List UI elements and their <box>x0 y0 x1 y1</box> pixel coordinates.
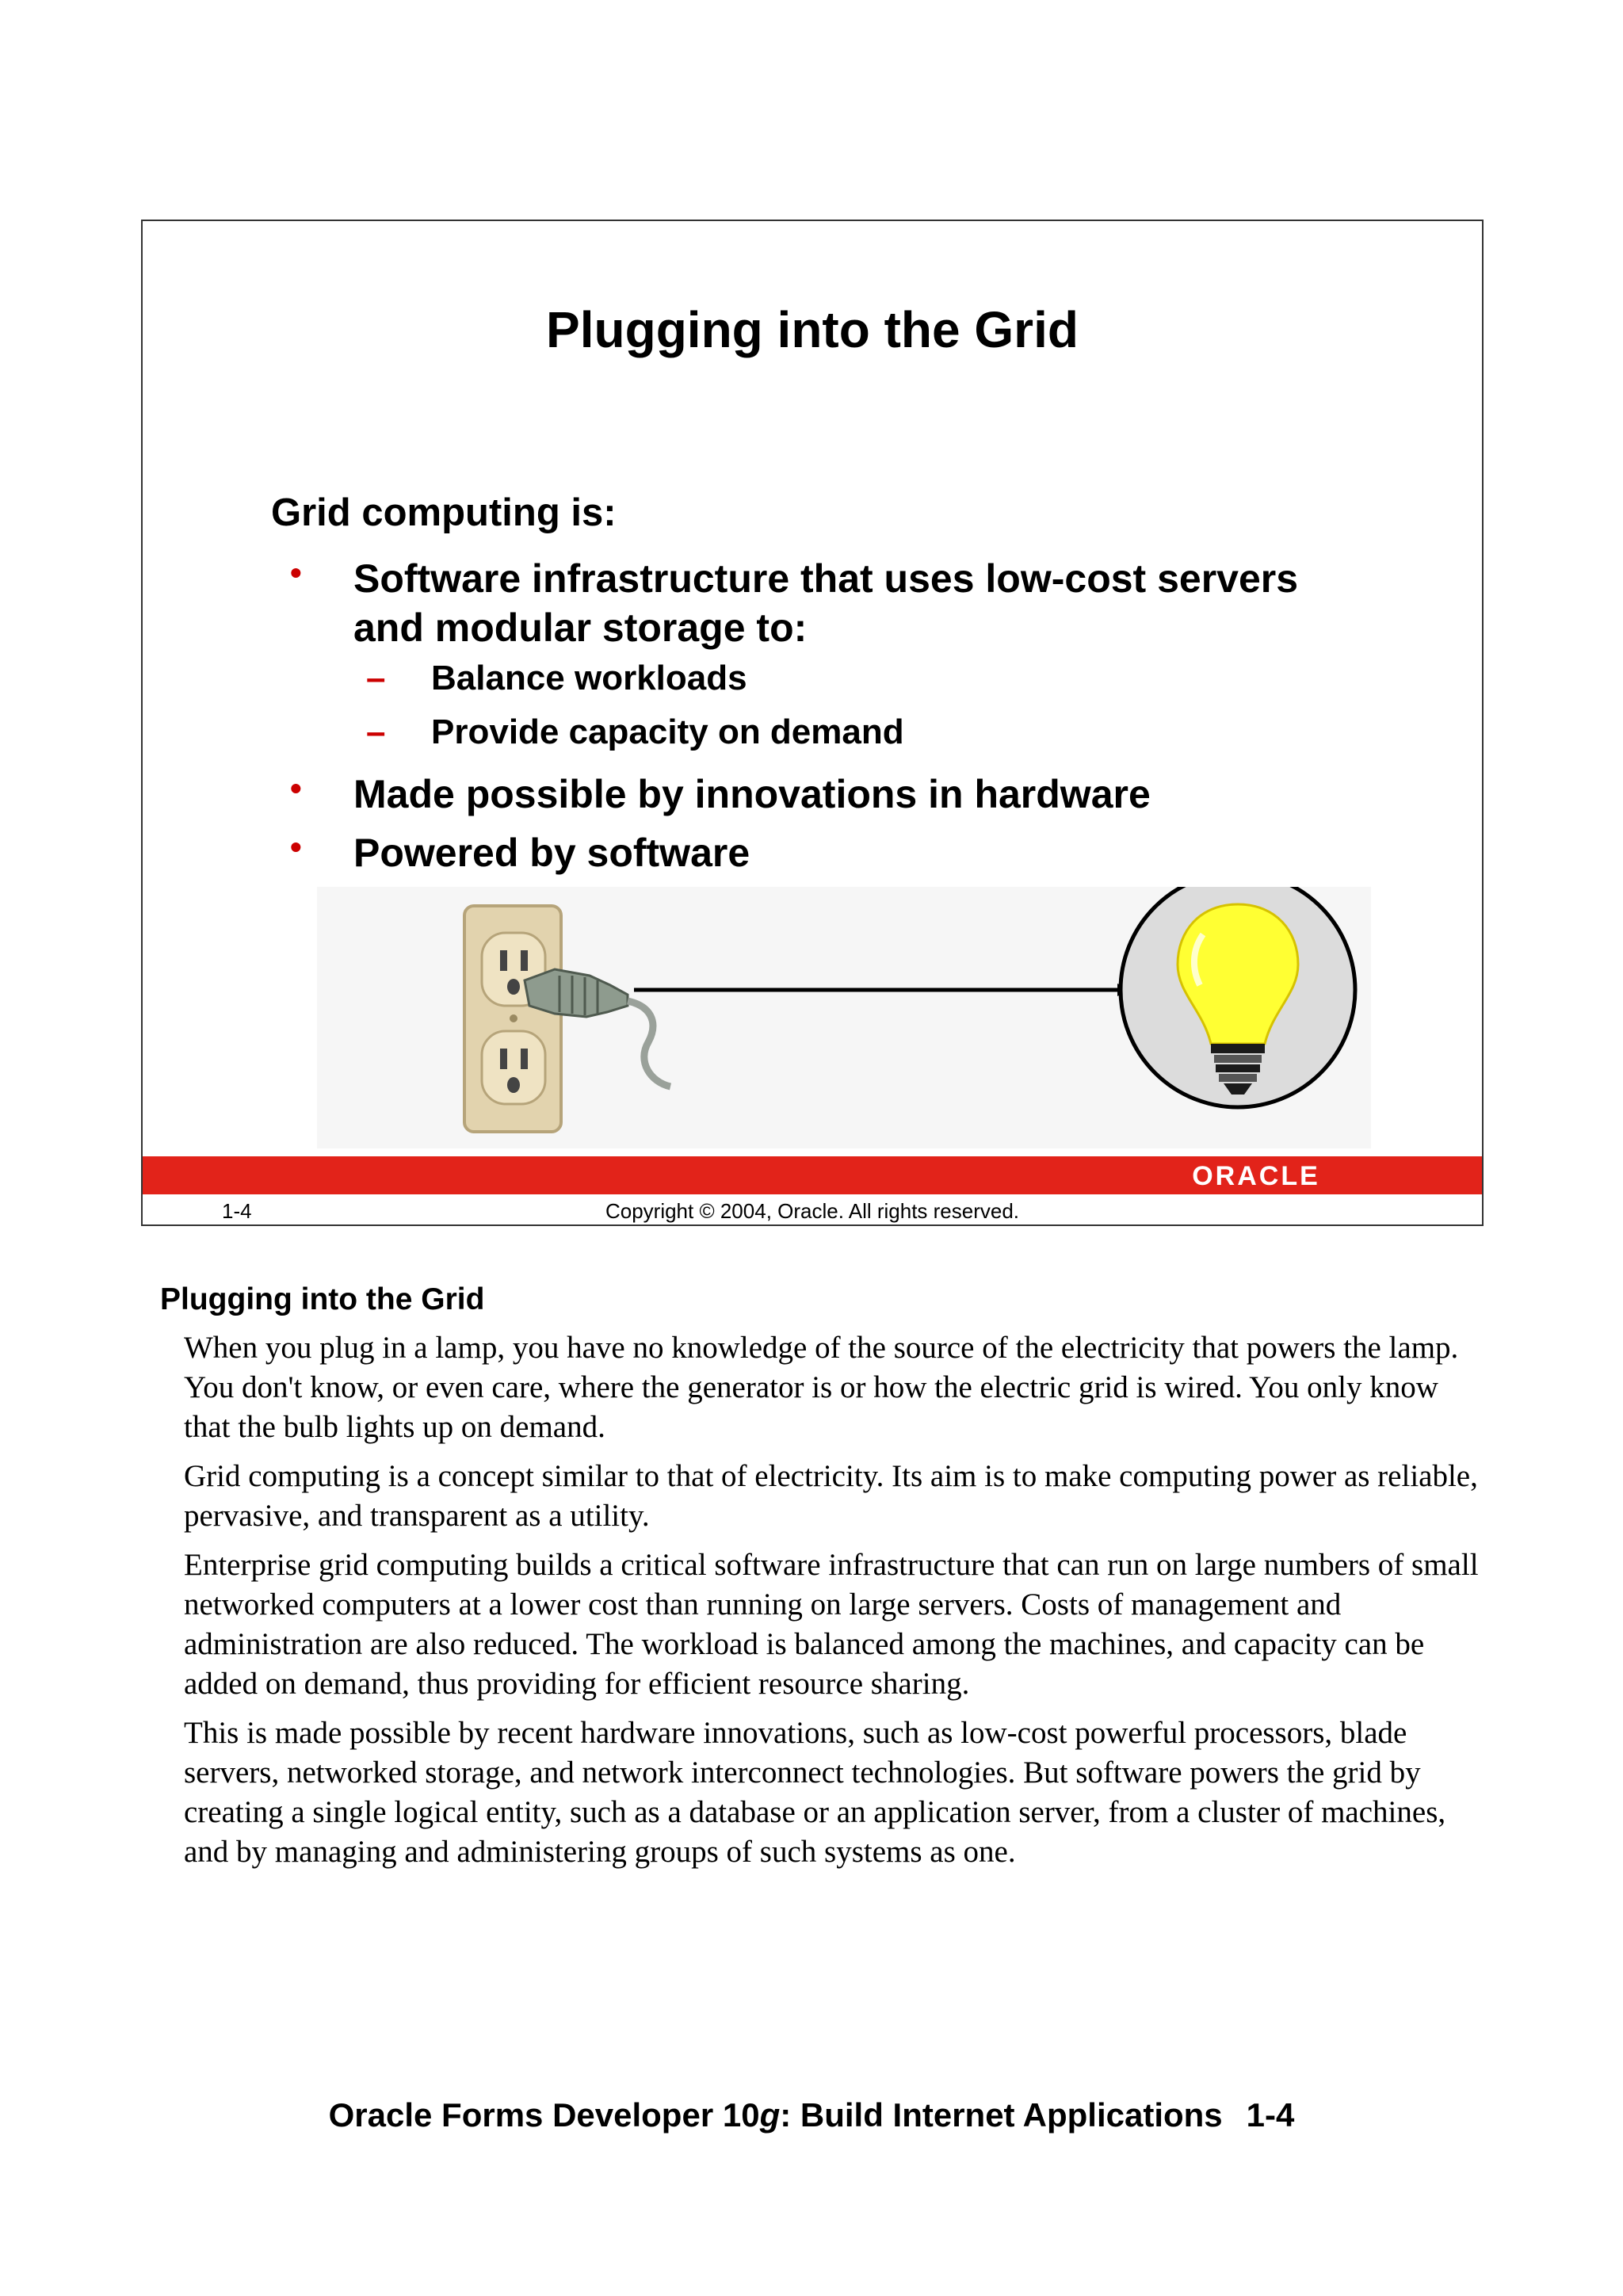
notes-title: Plugging into the Grid <box>160 1282 485 1316</box>
slide-title: Plugging into the Grid <box>546 301 1079 358</box>
notes-paragraph: When you plug in a lamp, you have no knowledge of the source of the electricity that powers the lamp. You don't know, or even care, where the generator is or how the electric grid is wired. You only know that the bulb lights up on demand. <box>184 1331 1459 1444</box>
bullet-text: Software infrastructure that uses low-cost servers and modular storage to: <box>353 556 1299 650</box>
footer-course-title: Oracle Forms Developer 10g: Build Internet Applications <box>328 2096 1223 2134</box>
notes-paragraph: Enterprise grid computing builds a critical software infrastructure that can run on large numbers of small networked computers at a lower cost than running on large servers. Costs of management and administration are also reduced. The workload is balanced among the machines, and capacity can be added on demand, thus providing for efficient resource sharing. <box>184 1548 1479 1701</box>
footer-page-number: 1-4 <box>1246 2096 1295 2134</box>
slide-number: 1-4 <box>222 1199 252 1223</box>
wall-outlet-icon <box>464 906 561 1132</box>
plug-to-bulb-illustration <box>317 887 1371 1148</box>
slide <box>141 220 1484 1226</box>
notes-paragraph: Grid computing is a concept similar to that of electricity. Its aim is to make computing power as reliable, pervasive, and transparent as a utility. <box>184 1459 1478 1533</box>
bullet-text: Made possible by innovations in hardware <box>353 772 1151 816</box>
dash-mark: – <box>366 659 386 697</box>
dash-mark: – <box>366 712 386 751</box>
svg-text:ORACLE: ORACLE <box>1192 1161 1320 1191</box>
bullet-mark: • <box>290 828 302 865</box>
slide-intro: Grid computing is: <box>271 491 617 534</box>
bullet-mark: • <box>290 770 302 807</box>
notes-body <box>184 1328 1484 1881</box>
sub-bullet-text: Balance workloads <box>431 659 747 697</box>
bullet-text: Powered by software <box>353 831 750 875</box>
oracle-logo <box>1173 1158 1339 1193</box>
sub-bullet-text: Provide capacity on demand <box>431 712 904 751</box>
light-bulb-icon <box>1121 887 1355 1107</box>
notes-paragraph: This is made possible by recent hardware innovations, such as low-cost powerful processors, blade servers, networked storage, and network interconnect technologies. But software powers the grid by creating a single logical entity, such as a database or an application server, from a cluster of machines, and by managing and administering groups of such systems as one. <box>184 1716 1446 1869</box>
page-footer <box>0 2096 1623 2134</box>
copyright-text: Copyright © 2004, Oracle. All rights reserved. <box>605 1199 1020 1223</box>
bullet-mark: • <box>290 554 302 591</box>
